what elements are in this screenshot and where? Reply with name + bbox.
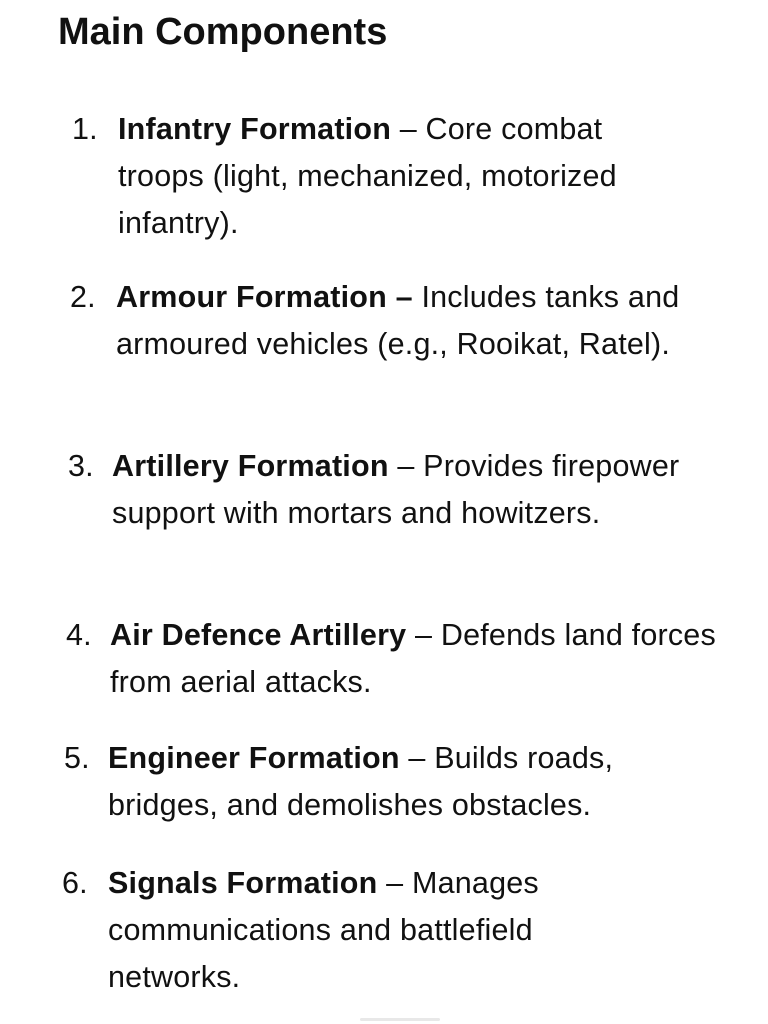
list-item-term: Air Defence Artillery — [110, 618, 407, 652]
list-item-number: 4. — [66, 618, 92, 652]
list-item-description: Defends land forces from aerial attacks. — [110, 618, 716, 699]
list-item-description: Core combat troops (light, mechanized, motorized infantry). — [118, 112, 617, 240]
list-item-term: Signals Formation — [108, 866, 378, 900]
list-item-term: Artillery Formation — [112, 449, 389, 483]
page-edge-mark — [360, 1018, 440, 1021]
list-item-text — [110, 612, 716, 706]
list-item-separator: – — [388, 449, 424, 483]
section-heading: Main Components — [58, 11, 388, 53]
list-item-air-defence — [66, 612, 716, 706]
list-item-number: 2. — [70, 280, 96, 314]
list-item-number: 1. — [72, 112, 98, 146]
list-item-text — [118, 106, 682, 247]
list-item-separator: – — [377, 866, 412, 900]
list-item-separator: – — [391, 112, 426, 146]
list-item-description: Manages communications and battlefield networks. — [108, 866, 539, 994]
list-item-description: Includes tanks and armoured vehicles (e.g., Rooikat, Ratel). — [116, 280, 680, 361]
list-item-term: Engineer Formation — [108, 741, 400, 775]
list-item-text — [108, 860, 652, 1001]
list-item-text — [108, 735, 704, 829]
list-item-artillery — [68, 443, 698, 537]
list-item-separator: – — [406, 618, 441, 652]
list-item-text — [112, 443, 698, 537]
list-item-text — [116, 274, 710, 368]
list-item-signals — [62, 860, 652, 1001]
list-item-engineer — [64, 735, 704, 829]
list-item-term: Infantry Formation — [118, 112, 392, 146]
list-item-number: 3. — [68, 449, 94, 483]
list-item-infantry — [72, 106, 682, 247]
list-item-description: Builds roads, bridges, and demolishes obstacles. — [108, 741, 614, 822]
list-item-number: 5. — [64, 741, 90, 775]
list-item-armour — [70, 274, 710, 368]
list-item-separator: – — [399, 741, 435, 775]
list-item-term: Armour Formation – — [116, 280, 413, 314]
list-item-description: Provides firepower support with mortars and howitzers. — [112, 449, 680, 530]
list-item-number: 6. — [62, 866, 88, 900]
